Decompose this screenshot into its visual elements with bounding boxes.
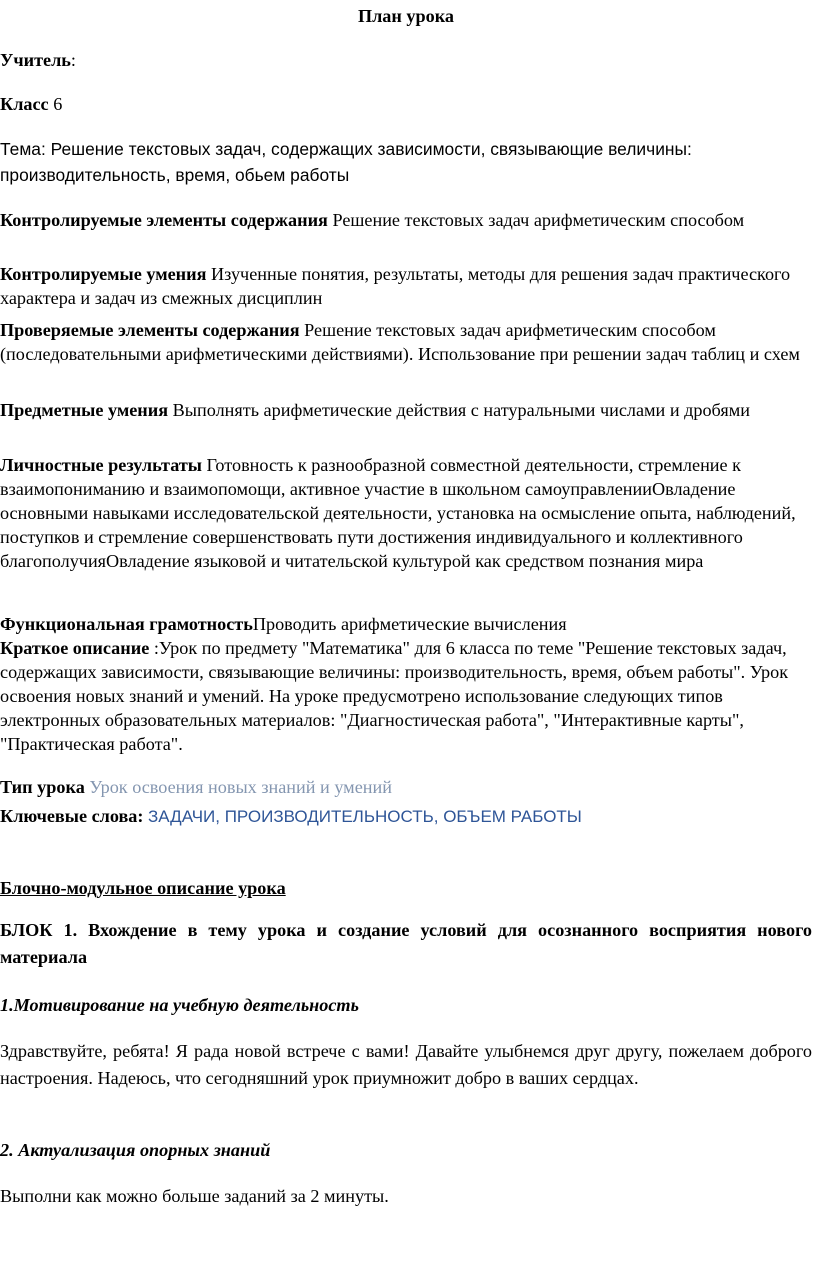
- field-controlled-skills: [0, 262, 812, 310]
- topic-text: Решение текстовых задач, содержащих зависимости, связывающие величины: производительность, время, обьем работы: [0, 139, 692, 185]
- teacher-sep: :: [70, 50, 76, 70]
- grade-label: Класс: [0, 94, 49, 114]
- grade-value: 6: [53, 94, 63, 114]
- field-text: Решение текстовых задач арифметическим способом (последовательными арифметическими действиями). Использование при решении задач таблиц и схем: [0, 320, 800, 364]
- field-label: Личностные результаты: [0, 455, 202, 475]
- field-label: Контролируемые умения: [0, 264, 207, 284]
- field-text: :Урок по предмету "Математика" для 6 класса по теме "Решение текстовых задач, содержащих зависимости, связывающие величины: производительность, время, объем работы". Урок освоения новых знаний и умений. На уроке предусмотрено использование следующих типов электронных образовательных материалов: "Диагностическая работа", "Интерактивные карты", "Практическая работа".: [0, 638, 789, 754]
- block1-heading: БЛОК 1. Вхождение в тему урока и создание условий для осознанного восприятия нового материала: [0, 920, 812, 967]
- module-heading: Блочно-модульное описание урока: [0, 878, 286, 898]
- field-personal-results: [0, 453, 812, 573]
- lesson-type-value: Урок освоения новых знаний и умений: [89, 777, 392, 797]
- grade-line: [0, 92, 812, 116]
- field-label: Проверяемые элементы содержания: [0, 320, 300, 340]
- topic-label: Тема:: [0, 139, 46, 159]
- field-checked-elements: [0, 318, 812, 366]
- page-title: План урока: [357, 6, 455, 26]
- section1-heading: 1.Мотивирование на учебную деятельность: [0, 995, 359, 1015]
- lesson-type-label: Тип урока: [0, 777, 85, 797]
- lesson-type-line: [0, 775, 812, 799]
- field-label: Функциональная грамотность: [0, 614, 253, 634]
- section1-text: Здравствуйте, ребята! Я рада новой встрече с вами! Давайте улыбнемся друг другу, пожелаем доброго настроения. Надеюсь, что сегодняшний урок приумножит добро в ваших сердцах.: [0, 1041, 812, 1088]
- topic-paragraph: [0, 136, 812, 188]
- teacher-line: [0, 48, 812, 72]
- field-text: Готовность к разнообразной совместной деятельности, стремление к взаимопониманию и взаимопомощи, активное участие в школьном самоуправленииОвладение основными навыками исследовательской деятельности, установка на осмысление опыта, наблюдений, поступков и стремление совершенствовать пути достижения индивидуального и коллективного благополучияОвладение языковой и читательской культурой как средством познания мира: [0, 455, 796, 571]
- section2-text: Выполни как можно больше заданий за 2 минуты.: [0, 1186, 389, 1206]
- section2-heading: 2. Актуализация опорных знаний: [0, 1140, 271, 1160]
- teacher-label: Учитель: [0, 50, 71, 70]
- field-text: Решение текстовых задач арифметическим способом: [332, 210, 745, 230]
- keywords-value: ЗАДАЧИ, ПРОИЗВОДИТЕЛЬНОСТЬ, ОБЪЕМ РАБОТЫ: [148, 807, 582, 826]
- field-text: Проводить арифметические вычисления: [252, 614, 567, 634]
- field-short-description: [0, 636, 812, 756]
- field-label: Краткое описание: [0, 638, 150, 658]
- field-functional-literacy: [0, 612, 812, 636]
- field-text: Выполнять арифметические действия с натуральными числами и дробями: [172, 400, 750, 420]
- field-text: Изученные понятия, результаты, методы для решения задач практического характера и задач из смежных дисциплин: [0, 264, 791, 308]
- field-label: Контролируемые элементы содержания: [0, 210, 328, 230]
- keywords-label: Ключевые слова:: [0, 806, 144, 826]
- field-subject-skills: [0, 398, 812, 422]
- field-label: Предметные умения: [0, 400, 169, 420]
- keywords-line: [0, 804, 812, 829]
- field-controlled-elements: [0, 208, 812, 232]
